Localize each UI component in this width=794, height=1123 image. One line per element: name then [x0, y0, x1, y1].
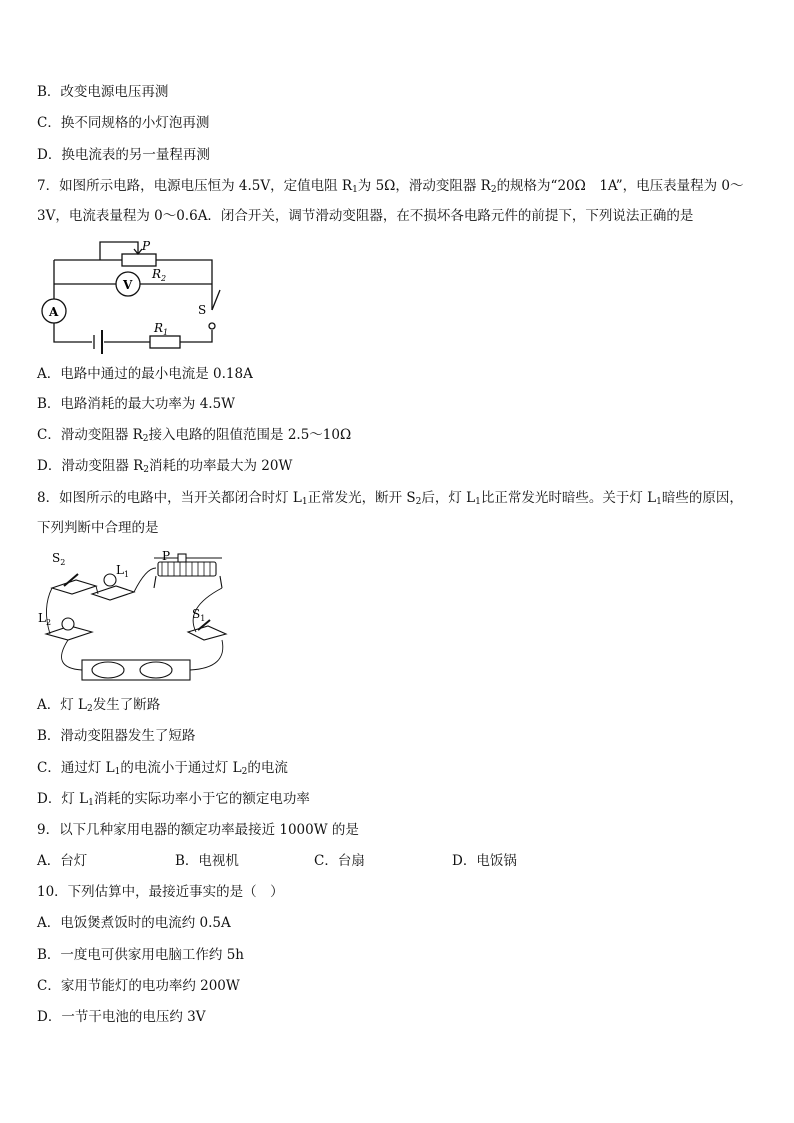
q8-option-d: D．灯 $L_1$消耗的实际功率小于它的额定电功率	[37, 791, 310, 808]
q10-option-a: A．电饭煲煮饭时的电流约 0.5A	[37, 915, 231, 931]
q7-stem-line1: 7．如图所示电路，电源电压恒为 4.5V，定值电阻 $R_1$为 5Ω，滑动变阻器 $R_2$的规格为“20Ω 1A”，电压表量程为 0～	[37, 178, 744, 195]
l1-lamp-base	[92, 586, 134, 600]
q9-option-d: D．电饭锅	[452, 853, 517, 869]
q8-option-a: A．灯 $L_2$发生了断路	[37, 697, 161, 714]
label-s2: $S_2$	[52, 551, 66, 567]
q10-option-c: C．家用节能灯的电功率约 200W	[37, 978, 240, 994]
q7-option-a: A．电路中通过的最小电流是 0.18A	[37, 366, 253, 382]
label-p: P	[142, 239, 151, 253]
prev-option-b: B．改变电源电压再测	[37, 84, 169, 100]
q7-stem-line2: 3V，电流表量程为 0～0.6A．闭合开关，调节滑动变阻器，在不损坏各电路元件的前提下，下列说法正确的是	[37, 208, 694, 224]
label-s1: $S_1$	[192, 607, 206, 623]
q9-option-c: C．台扇	[314, 853, 365, 869]
q9-stem: 9．以下几种家用电器的额定功率最接近 1000W 的是	[37, 822, 359, 838]
q8-stem-line2: 下列判断中合理的是	[37, 520, 159, 536]
q7-option-d: D．滑动变阻器 $R_2$消耗的功率最大为 20W	[37, 458, 293, 475]
q7-option-c: C．滑动变阻器 $R_2$接入电路的阻值范围是 2.5～10Ω	[37, 427, 352, 444]
rheostat	[158, 562, 216, 576]
prev-option-c: C．换不同规格的小灯泡再测	[37, 115, 210, 131]
q9-option-a: A．台灯	[37, 853, 88, 869]
q8-stem-line1: 8．如图所示的电路中，当开关都闭合时灯 $L_1$正常发光，断开 $S_2$后，灯 $L_1$比正常发光时暗些。关于灯 $L_1$暗些的原因，	[37, 490, 743, 507]
label-r1: $R_1$	[154, 321, 169, 337]
label-v: V	[123, 278, 133, 292]
prev-option-d: D．换电流表的另一量程再测	[37, 147, 210, 163]
q7-option-b: B．电路消耗的最大功率为 4.5W	[37, 396, 236, 412]
q8-circuit-picture	[38, 548, 238, 690]
label-p: P	[162, 549, 171, 563]
r1-resistor	[150, 336, 180, 348]
s1-switch	[188, 626, 226, 640]
s2-switch	[52, 580, 96, 594]
label-a: A	[49, 305, 59, 319]
q10-option-d: D．一节干电池的电压约 3V	[37, 1009, 206, 1025]
q10-stem: 10．下列估算中，最接近事实的是（ ）	[37, 884, 284, 900]
label-s: S	[198, 303, 207, 317]
q7-circuit-diagram	[38, 232, 228, 357]
q10-option-b: B．一度电可供家用电脑工作约 5h	[37, 947, 244, 963]
label-r2: $R_2$	[152, 267, 167, 283]
q8-option-b: B．滑动变阻器发生了短路	[37, 728, 196, 744]
r2-resistor	[122, 254, 156, 266]
label-l1: $L_1$	[116, 563, 130, 579]
q8-option-c: C．通过灯 $L_1$的电流小于通过灯 $L_2$的电流	[37, 760, 288, 777]
label-l2: $L_2$	[38, 611, 52, 627]
q9-option-b: B．电视机	[175, 853, 239, 869]
